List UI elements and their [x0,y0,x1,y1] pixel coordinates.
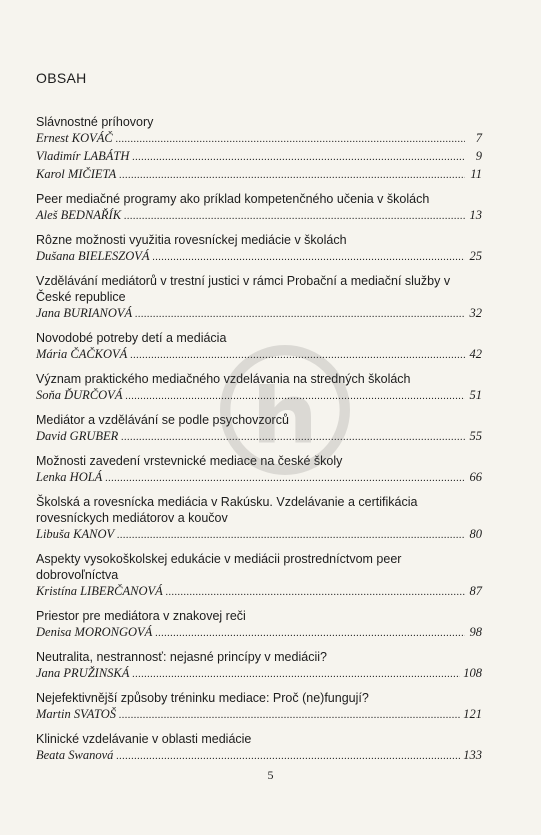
dot-leader [166,585,465,601]
toc-entry [36,453,482,487]
toc-entry [36,371,482,405]
toc-page-number: 55 [469,429,482,443]
toc-author-line [36,130,482,148]
toc-entry-title: Novodobé potreby detí a mediácia [36,331,227,345]
toc-entry [36,191,482,225]
toc-author: Libuša KANOV [36,527,115,541]
toc-entry-title: Aspekty vysokoškolskej edukácie v mediácii prostredníctvom peer dobrovoľníctva [36,552,402,582]
toc-page-number: 98 [469,625,482,639]
toc-entry-title: Klinické vzdelávanie v oblasti mediácie [36,732,252,746]
toc-page-number: 42 [469,347,482,361]
toc-author-line [36,526,482,544]
toc-entry [36,494,482,544]
toc-entry [36,608,482,642]
dot-leader [155,626,465,642]
toc-author: Mária ČAČKOVÁ [36,347,128,361]
dot-leader [153,250,465,266]
toc-author-line [36,248,482,266]
toc-page-number: 11 [470,167,482,181]
toc-author-line [36,387,482,405]
toc-page-number: 87 [469,584,482,598]
toc-page-number: 32 [469,306,482,320]
toc-page-number: 13 [469,208,482,222]
toc-author: Jana PRUŽINSKÁ [36,666,130,680]
toc-page-number: 66 [469,470,482,484]
toc-entry-title: Možnosti zavedení vrstevnické mediace na české školy [36,454,343,468]
toc-page-number: 108 [463,666,482,680]
dot-leader [132,150,465,166]
toc-author: Lenka HOLÁ [36,470,103,484]
toc-entry-title: Priestor pre mediátora v znakovej reči [36,609,246,623]
toc-entry-title: Slávnostné príhovory [36,115,154,129]
dot-leader [132,667,460,683]
toc-entry [36,114,482,184]
toc-author-line [36,346,482,364]
toc-entry [36,690,482,724]
toc-author: Karol MIČIETA [36,167,117,181]
toc-author-line [36,665,482,683]
toc-entry-title: Význam praktického mediačného vzdelávania na stredných školách [36,372,411,386]
toc-author-line [36,706,482,724]
toc-page-number: 121 [463,707,482,721]
toc-entry-title: Školská a rovesnícka mediácia v Rakúsku. Vzdelávanie a certifikácia rovesníckych mediátorov a koučov [36,495,418,525]
toc-entry-title: Peer mediačné programy ako príklad kompetenčného učenia v školách [36,192,430,206]
toc-entry-title: Vzdělávání mediátorů v trestní justici v rámci Probační a mediační služby v České republice [36,274,451,304]
toc-entry [36,330,482,364]
toc-author-line [36,166,482,184]
toc-author-line [36,305,482,323]
dot-leader [117,528,465,544]
dot-leader [121,430,465,446]
toc-author: Aleš BEDNAŘÍK [36,208,122,222]
toc-author-line [36,624,482,642]
toc-author-line [36,469,482,487]
toc-entry-title: Rôzne možnosti využitia rovesníckej mediácie v školách [36,233,347,247]
dot-leader [124,209,465,225]
toc-author: Kristína LIBERČANOVÁ [36,584,163,598]
toc-entry [36,273,482,323]
table-of-contents [36,114,482,772]
toc-page-number: 133 [463,748,482,762]
toc-author: Vladimír LABÁTH [36,149,130,163]
toc-entry [36,232,482,266]
dot-leader [119,708,460,724]
toc-author: Beata Swanová [36,748,114,762]
toc-author: David GRUBER [36,429,119,443]
page-number: 5 [267,768,274,782]
toc-page-number: 7 [475,131,482,145]
dot-leader [119,168,465,184]
toc-entry [36,551,482,601]
toc-page-number: 9 [475,149,482,163]
toc-author: Soňa ĎURČOVÁ [36,388,123,402]
toc-author: Dušana BIELESZOVÁ [36,249,150,263]
dot-leader [130,348,465,364]
toc-author: Denisa MORONGOVÁ [36,625,153,639]
toc-page-number: 80 [469,527,482,541]
toc-author: Jana BURIANOVÁ [36,306,133,320]
dot-leader [116,132,465,148]
toc-author: Martin SVATOŠ [36,707,116,721]
dot-leader [135,307,465,323]
dot-leader [125,389,465,405]
toc-entry [36,412,482,446]
toc-author-line [36,747,482,765]
toc-author-line [36,207,482,225]
toc-author-line [36,583,482,601]
dot-leader [105,471,465,487]
toc-entry-title: Mediátor a vzdělávání se podle psychovzorců [36,413,289,427]
toc-entry-title: Nejefektivnější způsoby tréninku mediace: Proč (ne)fungují? [36,691,369,705]
dot-leader [116,749,460,765]
toc-page-number: 51 [469,388,482,402]
toc-page-number: 25 [469,249,482,263]
toc-entry [36,731,482,765]
toc-author-line [36,148,482,166]
toc-entry-title: Neutralita, nestrannosť: nejasné princípy v mediácii? [36,650,327,664]
toc-entry [36,649,482,683]
toc-author-line [36,428,482,446]
toc-author: Ernest KOVÁČ [36,131,113,145]
toc-heading: OBSAH [36,70,87,86]
